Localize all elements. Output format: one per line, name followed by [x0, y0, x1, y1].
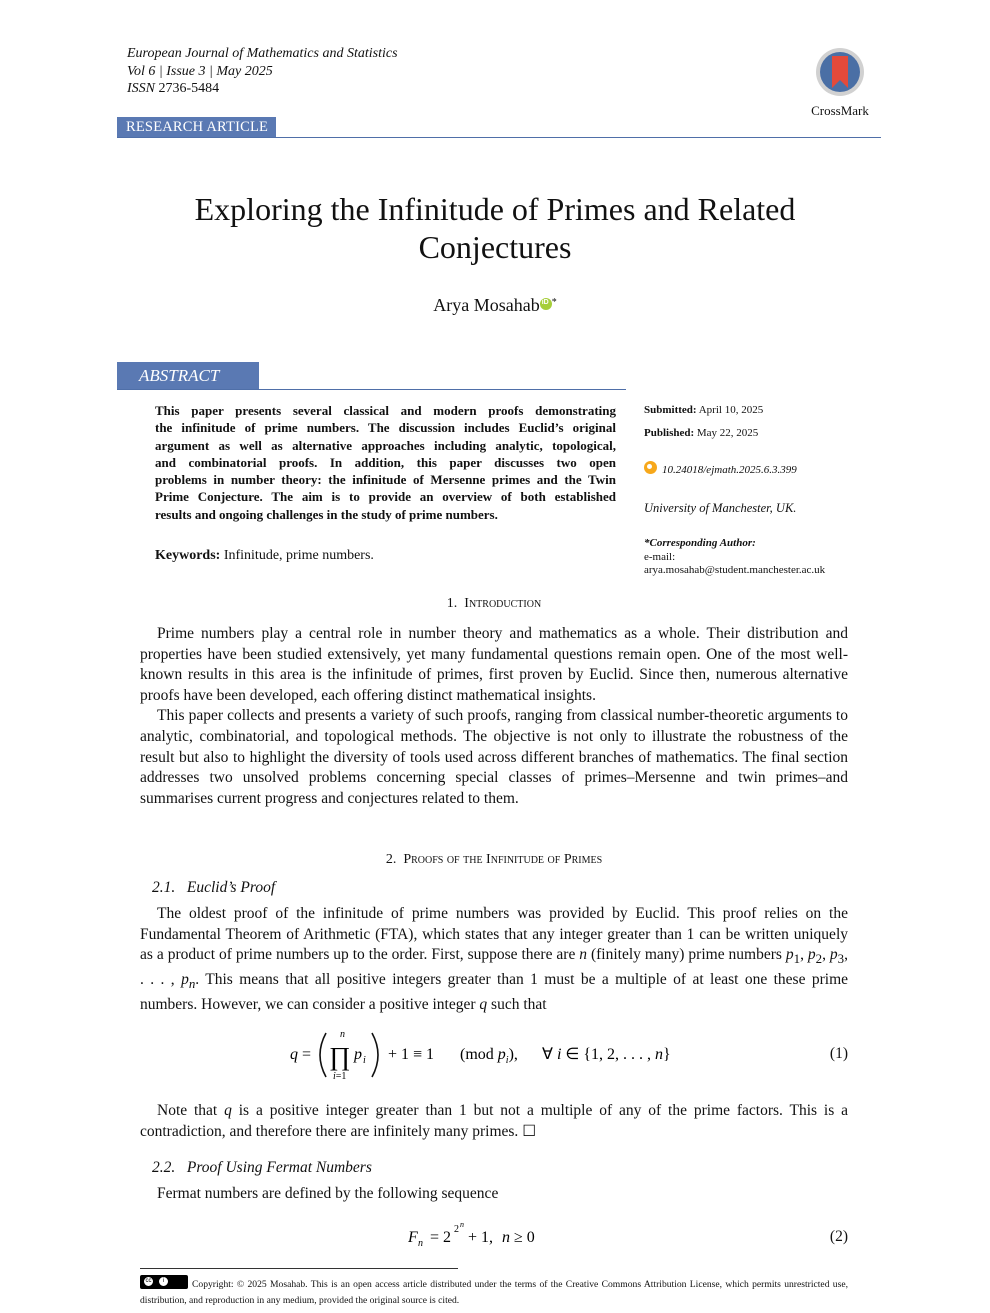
crossmark-badge[interactable]	[800, 46, 880, 119]
svg-text:F: F	[408, 1229, 418, 1246]
svg-text:∀ i ∈ {1, 2, . . . , n}: ∀ i ∈ {1, 2, . . . , n}	[542, 1046, 671, 1063]
crossmark-label: CrossMark	[811, 103, 869, 118]
svg-text:n: n	[340, 1029, 345, 1040]
section-2-heading: 2. Proofs of the Infinitude of Primes	[385, 852, 603, 867]
svg-text:p: p	[354, 1046, 362, 1063]
svg-text:∏: ∏	[329, 1042, 351, 1071]
equation-1-number: (1)	[829, 1045, 848, 1062]
affiliation: University of Manchester, UK.	[644, 501, 797, 515]
abstract-bar	[117, 362, 626, 390]
svg-text:≥ 0: ≥ 0	[514, 1229, 535, 1246]
fermat-intro: Fermat numbers are defined by the following sequence	[157, 1185, 499, 1202]
journal-name: European Journal of Mathematics and Statistics	[127, 46, 398, 61]
subsection-2-1-heading: 2.1. Euclid’s Proof	[152, 879, 276, 896]
equation-1	[290, 1027, 690, 1088]
section-1-heading: 1. Introduction	[446, 596, 542, 611]
submitted-date: Submitted: April 10, 2025	[644, 404, 764, 416]
abstract-text: This paper presents several classical and modern proofs demonstrating the infinitude of prime numbers. The discussion includes Euclid’s original argument as well as alternative approaches including analytic, topological, and combinatorial proofs. In addition, this paper discusses two open problems in number theory: the infinitude of Mersenne primes and the Twin Prime Conjecture. The aim is to provide an overview of both established results and ongoing challenges in the study of prime numbers.	[155, 403, 616, 522]
svg-text:= 2: = 2	[430, 1229, 452, 1246]
equation-2	[408, 1218, 558, 1253]
volume-line: Vol 6 | Issue 3 | May 2025	[127, 63, 273, 79]
svg-text:n: n	[418, 1238, 423, 1248]
issn-line: ISSN 2736-5484	[127, 81, 220, 96]
paper-title: Exploring the Infinitude of Primes and Related Conjectures	[194, 191, 796, 265]
section-1-body: Prime numbers play a central role in number theory and mathematics as a whole. Their distribution and properties have been studied extensively, yet many fundamental questions remain open. One of the most well-known results in this area is the infinitude of primes, first proven by Euclid. Since then, numerous alternative proofs have been developed, each offering distinct mathematical insights. This paper collects and presents a variety of such proofs, ranging from classical number-theoretic arguments to analytic, combinatorial, and topological methods. The objective is not only to illustrate the robustness of the result but also to highlight the diversity of tools used across different branches of mathematics. The final section addresses two unsolved problems concerning special classes of primes–Mersenne and twin primes–and summarises current progress and conjectures related to them.	[140, 625, 848, 807]
author-line	[120, 295, 870, 316]
published-date: Published: May 22, 2025	[644, 427, 759, 439]
equation-2-number: (2)	[829, 1228, 848, 1245]
article-type: RESEARCH ARTICLE	[117, 117, 276, 137]
svg-text:+ 1,: + 1,	[468, 1229, 494, 1246]
svg-text:i: i	[363, 1055, 366, 1066]
svg-text:n: n	[460, 1220, 464, 1229]
crossmark-icon	[814, 46, 866, 98]
svg-text:q: q	[290, 1046, 298, 1063]
euclid-conclusion: Note that q is a positive integer greater than 1 but not a multiple of any of the prime factors. This is a contradiction, and therefore there are infinitely many primes. ☐	[140, 1102, 849, 1140]
keywords: Keywords: Infinitude, prime numbers.	[155, 548, 374, 563]
svg-text:2: 2	[454, 1224, 459, 1235]
subsection-2-2-heading: 2.2. Proof Using Fermat Numbers	[152, 1159, 372, 1176]
footer-divider	[140, 1268, 458, 1269]
cc-by-license-icon[interactable]: cc i	[140, 1275, 188, 1289]
euclid-proof-text: The oldest proof of the infinitude of prime numbers was provided by Euclid. This proof relies on the Fundamental Theorem of Arithmetic (FTA), which states that any integer greater than 1 can be written uniquely as a product of prime numbers up to the order. First, suppose there are n (finitely many) prime numbers $p_1$, $p_2$, $p_3$, . . . , $p_n$. This means that all positive integers greater than 1 must be a multiple of at least one these prime numbers. However, we can consider a positive integer q such that	[140, 905, 848, 1013]
orcid-icon[interactable]	[540, 298, 552, 310]
corresponding-author: *Corresponding Author: e-mail: arya.mosahab@student.manchester.ac.uk	[644, 537, 826, 576]
svg-text:=: =	[302, 1046, 312, 1063]
svg-text:(mod pi),: (mod $p_i$),	[460, 1046, 518, 1066]
article-type-bar	[117, 117, 881, 138]
journal-header	[127, 45, 398, 98]
svg-text:n: n	[502, 1229, 510, 1246]
svg-text:+ 1 ≡ 1: + 1 ≡ 1	[388, 1046, 435, 1063]
svg-text:i=1: i=1	[333, 1071, 347, 1082]
abstract-label: ABSTRACT	[117, 362, 259, 389]
corresponding-mark: *	[551, 297, 557, 308]
copyright-footer: cc i Copyright: © 2025 Mosahab. This is an open access article distributed under the terms of the Creative Commons Attribution License, which permits unrestricted use, distribution, and reproduction in any medium, provided the original source is cited.	[140, 1275, 848, 1309]
doi-icon	[644, 461, 657, 474]
author-name: Arya Mosahab	[433, 295, 540, 315]
author-email[interactable]: arya.mosahab@student.manchester.ac.uk	[644, 564, 826, 576]
doi-link[interactable]: 10.24018/ejmath.2025.6.3.399	[644, 461, 797, 476]
